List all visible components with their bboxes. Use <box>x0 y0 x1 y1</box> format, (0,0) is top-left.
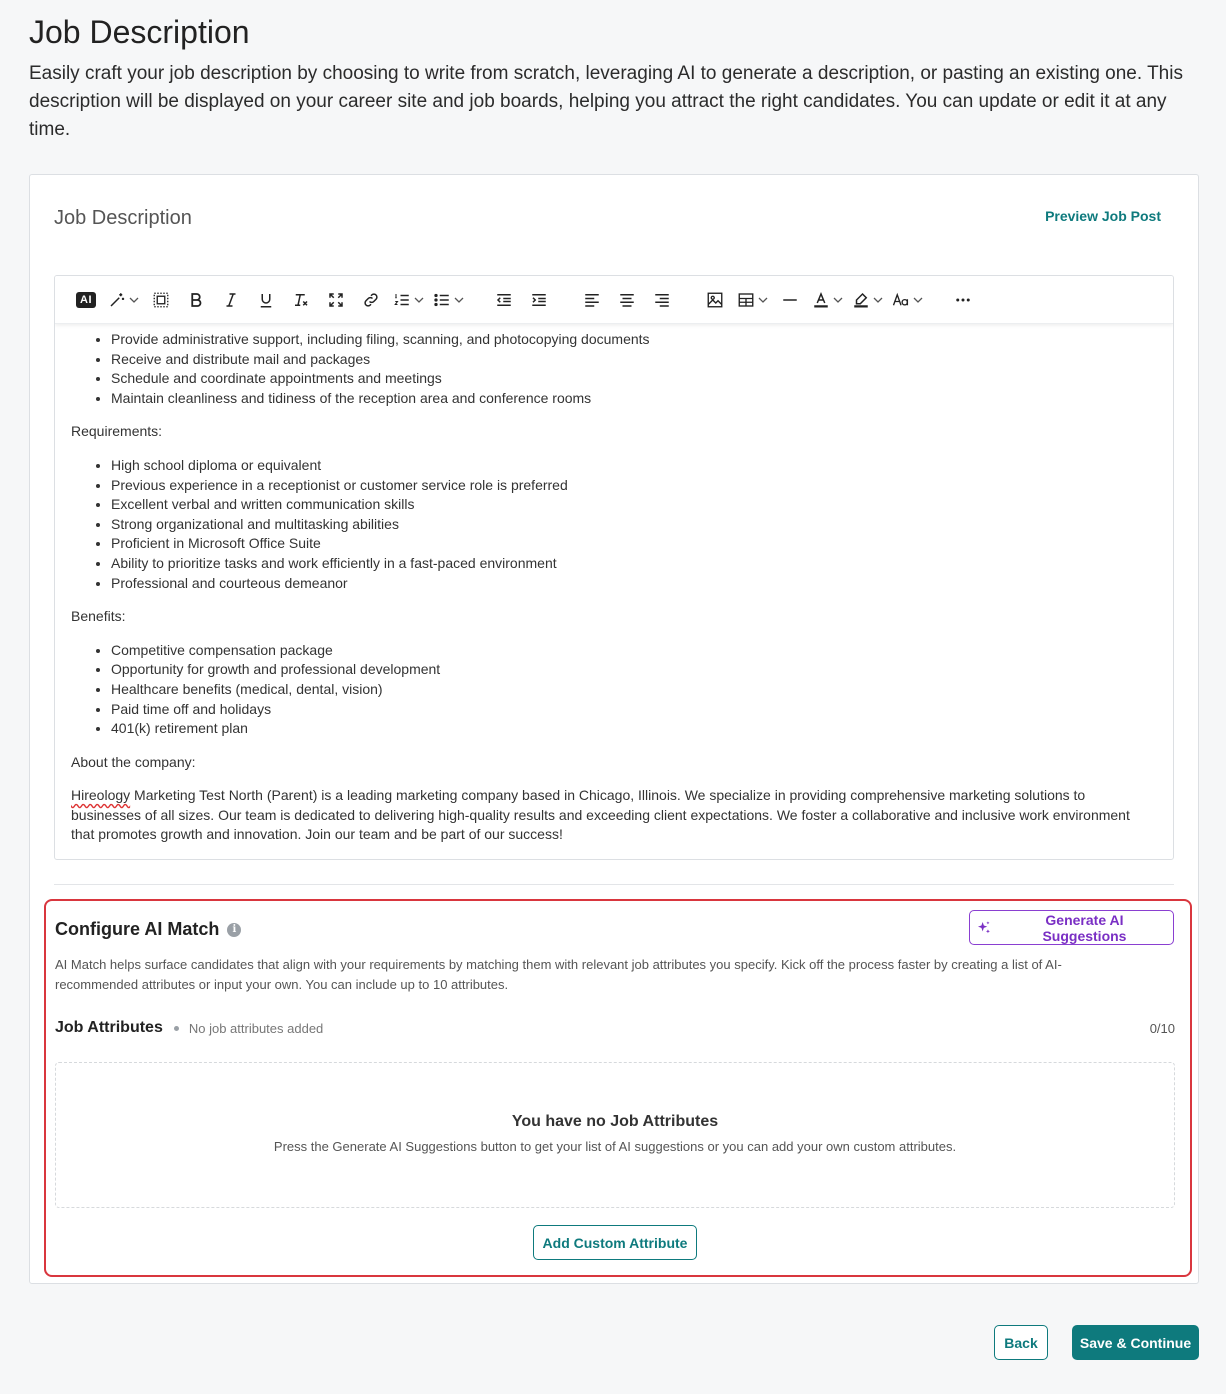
ai-match-description: AI Match helps surface candidates that align with your requirements by matching them with relevant job attributes you specify. Kick off the process faster by creating a list of AI-recommended attributes or input your own. You can include up to 10 attributes. <box>55 957 1062 992</box>
card-title: Job Description <box>54 207 192 229</box>
ai-match-title-text: Configure AI Match <box>55 919 220 939</box>
preview-job-post-link[interactable]: Preview Job Post <box>1045 208 1161 224</box>
page-subtitle: Easily craft your job description by choosing to write from scratch, leveraging AI to generate a description, or pasting an existing one. This description will be displayed on your career site and job boards, helping you attract the right candidates. You can update or edit it at any time. <box>29 63 1183 140</box>
align-right-icon <box>653 291 671 309</box>
list-item: • Proficient in Microsoft Office Suite <box>111 534 1157 554</box>
italic-icon <box>222 291 240 309</box>
list-item: • Paid time off and holidays <box>111 700 1157 720</box>
requirements-heading: Requirements: <box>71 423 163 440</box>
list-item: • 401(k) retirement plan <box>111 719 1157 739</box>
chevron-down-icon <box>873 295 883 305</box>
bold-button[interactable] <box>183 285 209 315</box>
font-color-button[interactable] <box>812 285 843 315</box>
ai-button[interactable] <box>73 285 99 315</box>
select-all-icon <box>152 291 170 309</box>
generate-ai-suggestions-button[interactable] <box>969 910 1174 945</box>
list-item: • Ability to prioritize tasks and work efficiently in a fast-paced environment <box>111 554 1157 574</box>
list-item: • Strong organizational and multitasking abilities <box>111 515 1157 535</box>
empty-title: You have no Job Attributes <box>511 1113 719 1130</box>
align-left-icon <box>583 291 601 309</box>
indent-icon <box>530 291 548 309</box>
configure-ai-match-section <box>44 899 1192 1277</box>
link-icon <box>362 291 380 309</box>
more-icon <box>954 291 972 309</box>
chevron-down-icon <box>129 295 139 305</box>
underline-icon <box>257 291 275 309</box>
table-icon <box>737 291 755 309</box>
empty-text: Press the Generate AI Suggestions button to get your list of AI suggestions or you can add your own custom attributes. <box>273 1139 957 1154</box>
list-item: • Competitive compensation package <box>111 641 1157 661</box>
add-custom-attribute-button[interactable]: Add Custom Attribute <box>533 1225 697 1260</box>
page-title: Job Description <box>29 14 250 50</box>
list-item: • Opportunity for growth and professional development <box>111 660 1157 680</box>
chevron-down-icon <box>414 295 424 305</box>
ordered-list-button[interactable] <box>393 285 424 315</box>
job-description-card <box>29 174 1199 1284</box>
outdent-icon <box>495 291 513 309</box>
align-right-button[interactable] <box>649 285 675 315</box>
horizontal-rule-button[interactable] <box>777 285 803 315</box>
align-center-button[interactable] <box>614 285 640 315</box>
image-icon <box>706 291 724 309</box>
insert-image-button[interactable] <box>702 285 728 315</box>
requirements-list <box>71 456 1157 593</box>
list-item: • High school diploma or equivalent <box>111 456 1157 476</box>
bullet-list-icon <box>433 291 451 309</box>
more-options-button[interactable] <box>950 285 976 315</box>
list-item: • Professional and courteous demeanor <box>111 574 1157 594</box>
font-color-icon <box>812 291 830 309</box>
about-paragraph <box>71 786 1157 845</box>
list-item: • Maintain cleanliness and tidiness of the reception area and conference rooms <box>111 389 1157 409</box>
fullscreen-icon <box>327 291 345 309</box>
rich-text-editor <box>54 275 1174 860</box>
bullet-list-button[interactable] <box>433 285 464 315</box>
benefits-heading: Benefits: <box>71 608 126 625</box>
underline-button[interactable] <box>253 285 279 315</box>
outdent-button[interactable] <box>491 285 517 315</box>
benefits-list <box>71 641 1157 739</box>
empty-attributes-box <box>55 1062 1175 1208</box>
job-attributes-count: 0/10 <box>1149 1020 1175 1036</box>
link-button[interactable] <box>358 285 384 315</box>
info-icon[interactable]: i <box>227 923 241 937</box>
highlight-icon <box>852 291 870 309</box>
align-center-icon <box>618 291 636 309</box>
editor-toolbar <box>55 276 1173 324</box>
magic-wand-button[interactable] <box>108 285 139 315</box>
italic-button[interactable] <box>218 285 244 315</box>
about-heading: About the company: <box>71 753 196 770</box>
font-size-icon <box>892 291 910 309</box>
insert-table-button[interactable] <box>737 285 768 315</box>
list-item: • Provide administrative support, including filing, scanning, and photocopying documents <box>111 330 1157 350</box>
list-item: • Previous experience in a receptionist or customer service role is preferred <box>111 476 1157 496</box>
clear-format-icon <box>292 291 310 309</box>
select-all-button[interactable] <box>148 285 174 315</box>
list-item: • Excellent verbal and written communication skills <box>111 495 1157 515</box>
font-size-button[interactable] <box>892 285 923 315</box>
list-item: • Healthcare benefits (medical, dental, vision) <box>111 680 1157 700</box>
highlight-button[interactable] <box>852 285 883 315</box>
back-button[interactable]: Back <box>994 1325 1048 1360</box>
list-item: • Receive and distribute mail and packages <box>111 350 1157 370</box>
job-attributes-title: Job Attributes <box>55 1019 163 1036</box>
fullscreen-button[interactable] <box>323 285 349 315</box>
responsibilities-list <box>71 330 1157 408</box>
generate-label: Generate AI Suggestions <box>1042 911 1127 944</box>
ordered-list-icon <box>393 291 411 309</box>
chevron-down-icon <box>454 295 464 305</box>
section-divider <box>54 884 1174 885</box>
clear-format-button[interactable] <box>288 285 314 315</box>
editor-content[interactable] <box>55 324 1173 859</box>
bold-icon <box>187 291 205 309</box>
company-name: Hireology <box>71 787 131 804</box>
job-attributes-status: No job attributes added <box>188 1020 324 1036</box>
ai-icon: AI <box>76 292 96 308</box>
align-left-button[interactable] <box>579 285 605 315</box>
chevron-down-icon <box>758 295 768 305</box>
save-continue-button[interactable]: Save & Continue <box>1072 1325 1199 1360</box>
about-text: Marketing Test North (Parent) is a leading marketing company based in Chicago, Illinois. We specialize in providing comprehensive marketing solutions to businesses of all sizes. Our team is dedicated to delivering high-quality results and exceeding client expectations. We foster a collaborative and inclusive work environment that promotes growth and innovation. Join our team and be part of our success! <box>71 787 1130 843</box>
indent-button[interactable] <box>526 285 552 315</box>
chevron-down-icon <box>833 295 843 305</box>
separator-dot <box>174 1026 179 1031</box>
list-item: • Schedule and coordinate appointments and meetings <box>111 369 1157 389</box>
horizontal-rule-icon <box>781 291 799 309</box>
sparkle-icon <box>976 920 992 936</box>
ai-match-title <box>55 919 241 940</box>
chevron-down-icon <box>913 295 923 305</box>
magic-wand-icon <box>108 291 126 309</box>
job-attributes-header <box>55 1019 1175 1037</box>
